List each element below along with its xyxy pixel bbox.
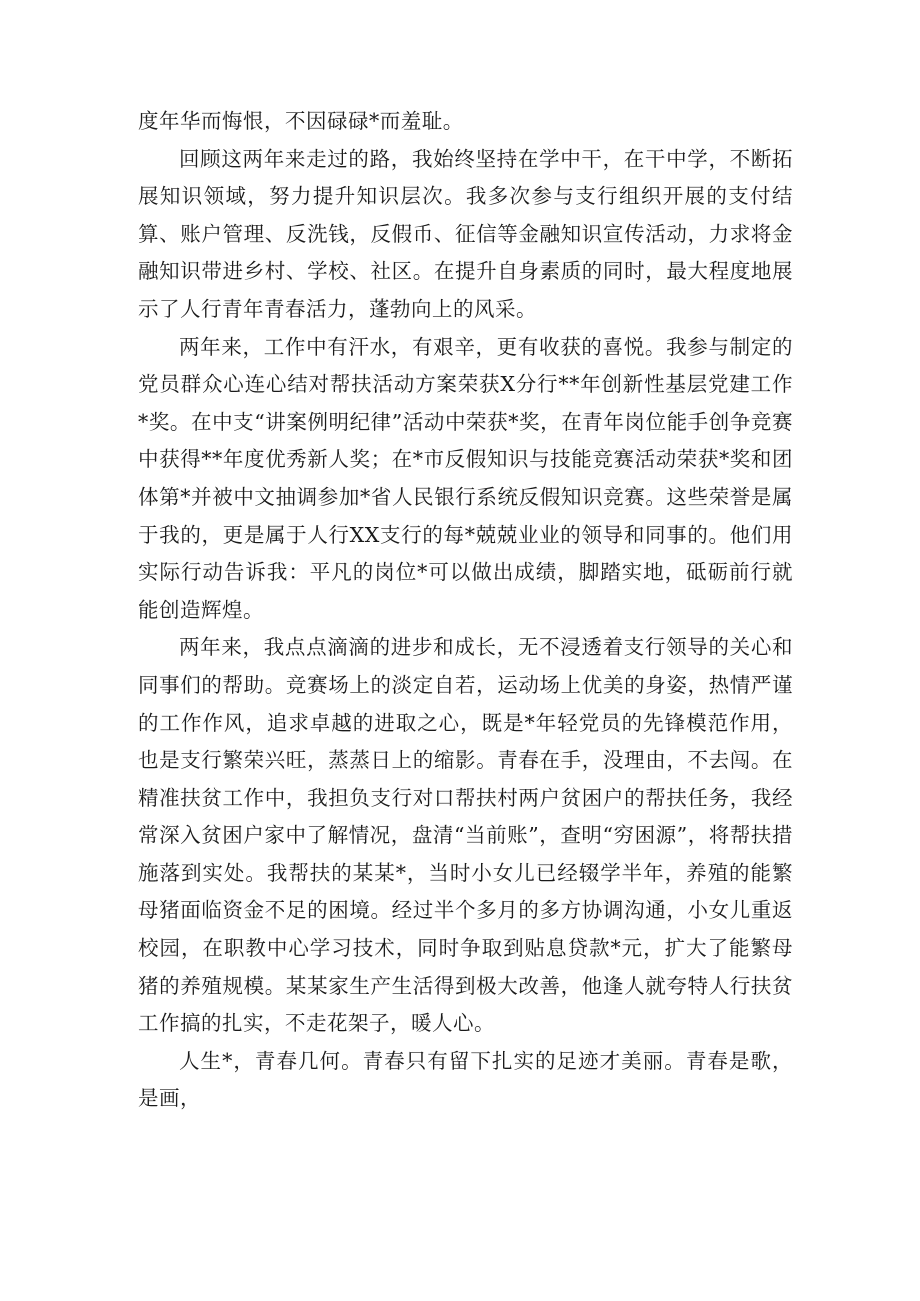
paragraph-5: 人生*，青春几何。青春只有留下扎实的足迹才美丽。青春是歌，是画，	[138, 1048, 793, 1111]
paragraph-2: 回顾这两年来走过的路，我始终坚持在学中干，在干中学，不断拓展知识领域，努力提升知识层次。我多次参与支行组织开展的支付结算、账户管理、反洗钱，反假币、征信等金融知识宣传活动，力求将金融知识带进乡村、学校、社区。在提升自身素质的同时，最大程度地展示了人行青年青春活力，蓬勃向上的风采。	[138, 146, 793, 321]
paragraph-1: 度年华而悔恨，不因碌碌*而羞耻。	[138, 109, 464, 133]
paragraph-3: 两年来，工作中有汗水，有艰辛，更有收获的喜悦。我参与制定的党员群众心连心结对帮扶活动方案荣获X分行**年创新性基层党建工作*奖。在中支“讲案例明纪律”活动中荣获*奖，在青年岗位能手创争竞赛中获得**年度优秀新人奖；在*市反假知识与技能竞赛活动荣获*奖和团体第*并被中文抽调参加*省人民银行系统反假知识竞赛。这些荣誉是属于我的，更是属于人行XX支行的每*兢兢业业的领导和同事的。他们用实际行动告诉我：平凡的岗位*可以做出成绩，脚踏实地，砥砺前行就能创造辉煌。	[138, 334, 793, 622]
document-body	[138, 103, 793, 1118]
paragraph-4: 两年来，我点点滴滴的进步和成长，无不浸透着支行领导的关心和同事们的帮助。竞赛场上的淡定自若，运动场上优美的身姿，热情严谨的工作作风，追求卓越的进取之心，既是*年轻党员的先锋模范作用，也是支行繁荣兴旺，蒸蒸日上的缩影。青春在手，没理由，不去闯。在精准扶贫工作中，我担负支行对口帮扶村两户贫困户的帮扶任务，我经常深入贫困户家中了解情况，盘清“当前账”，查明“穷困源”，将帮扶措施落到实处。我帮扶的某某*，当时小女儿已经辍学半年，养殖的能繁母猪面临资金不足的困境。经过半个多月的多方协调沟通，小女儿重返校园，在职教中心学习技术，同时争取到贴息贷款*元，扩大了能繁母猪的养殖规模。某某家生产生活得到极大改善，他逢人就夸特人行扶贫工作搞的扎实，不走花架子，暖人心。	[138, 635, 793, 1036]
